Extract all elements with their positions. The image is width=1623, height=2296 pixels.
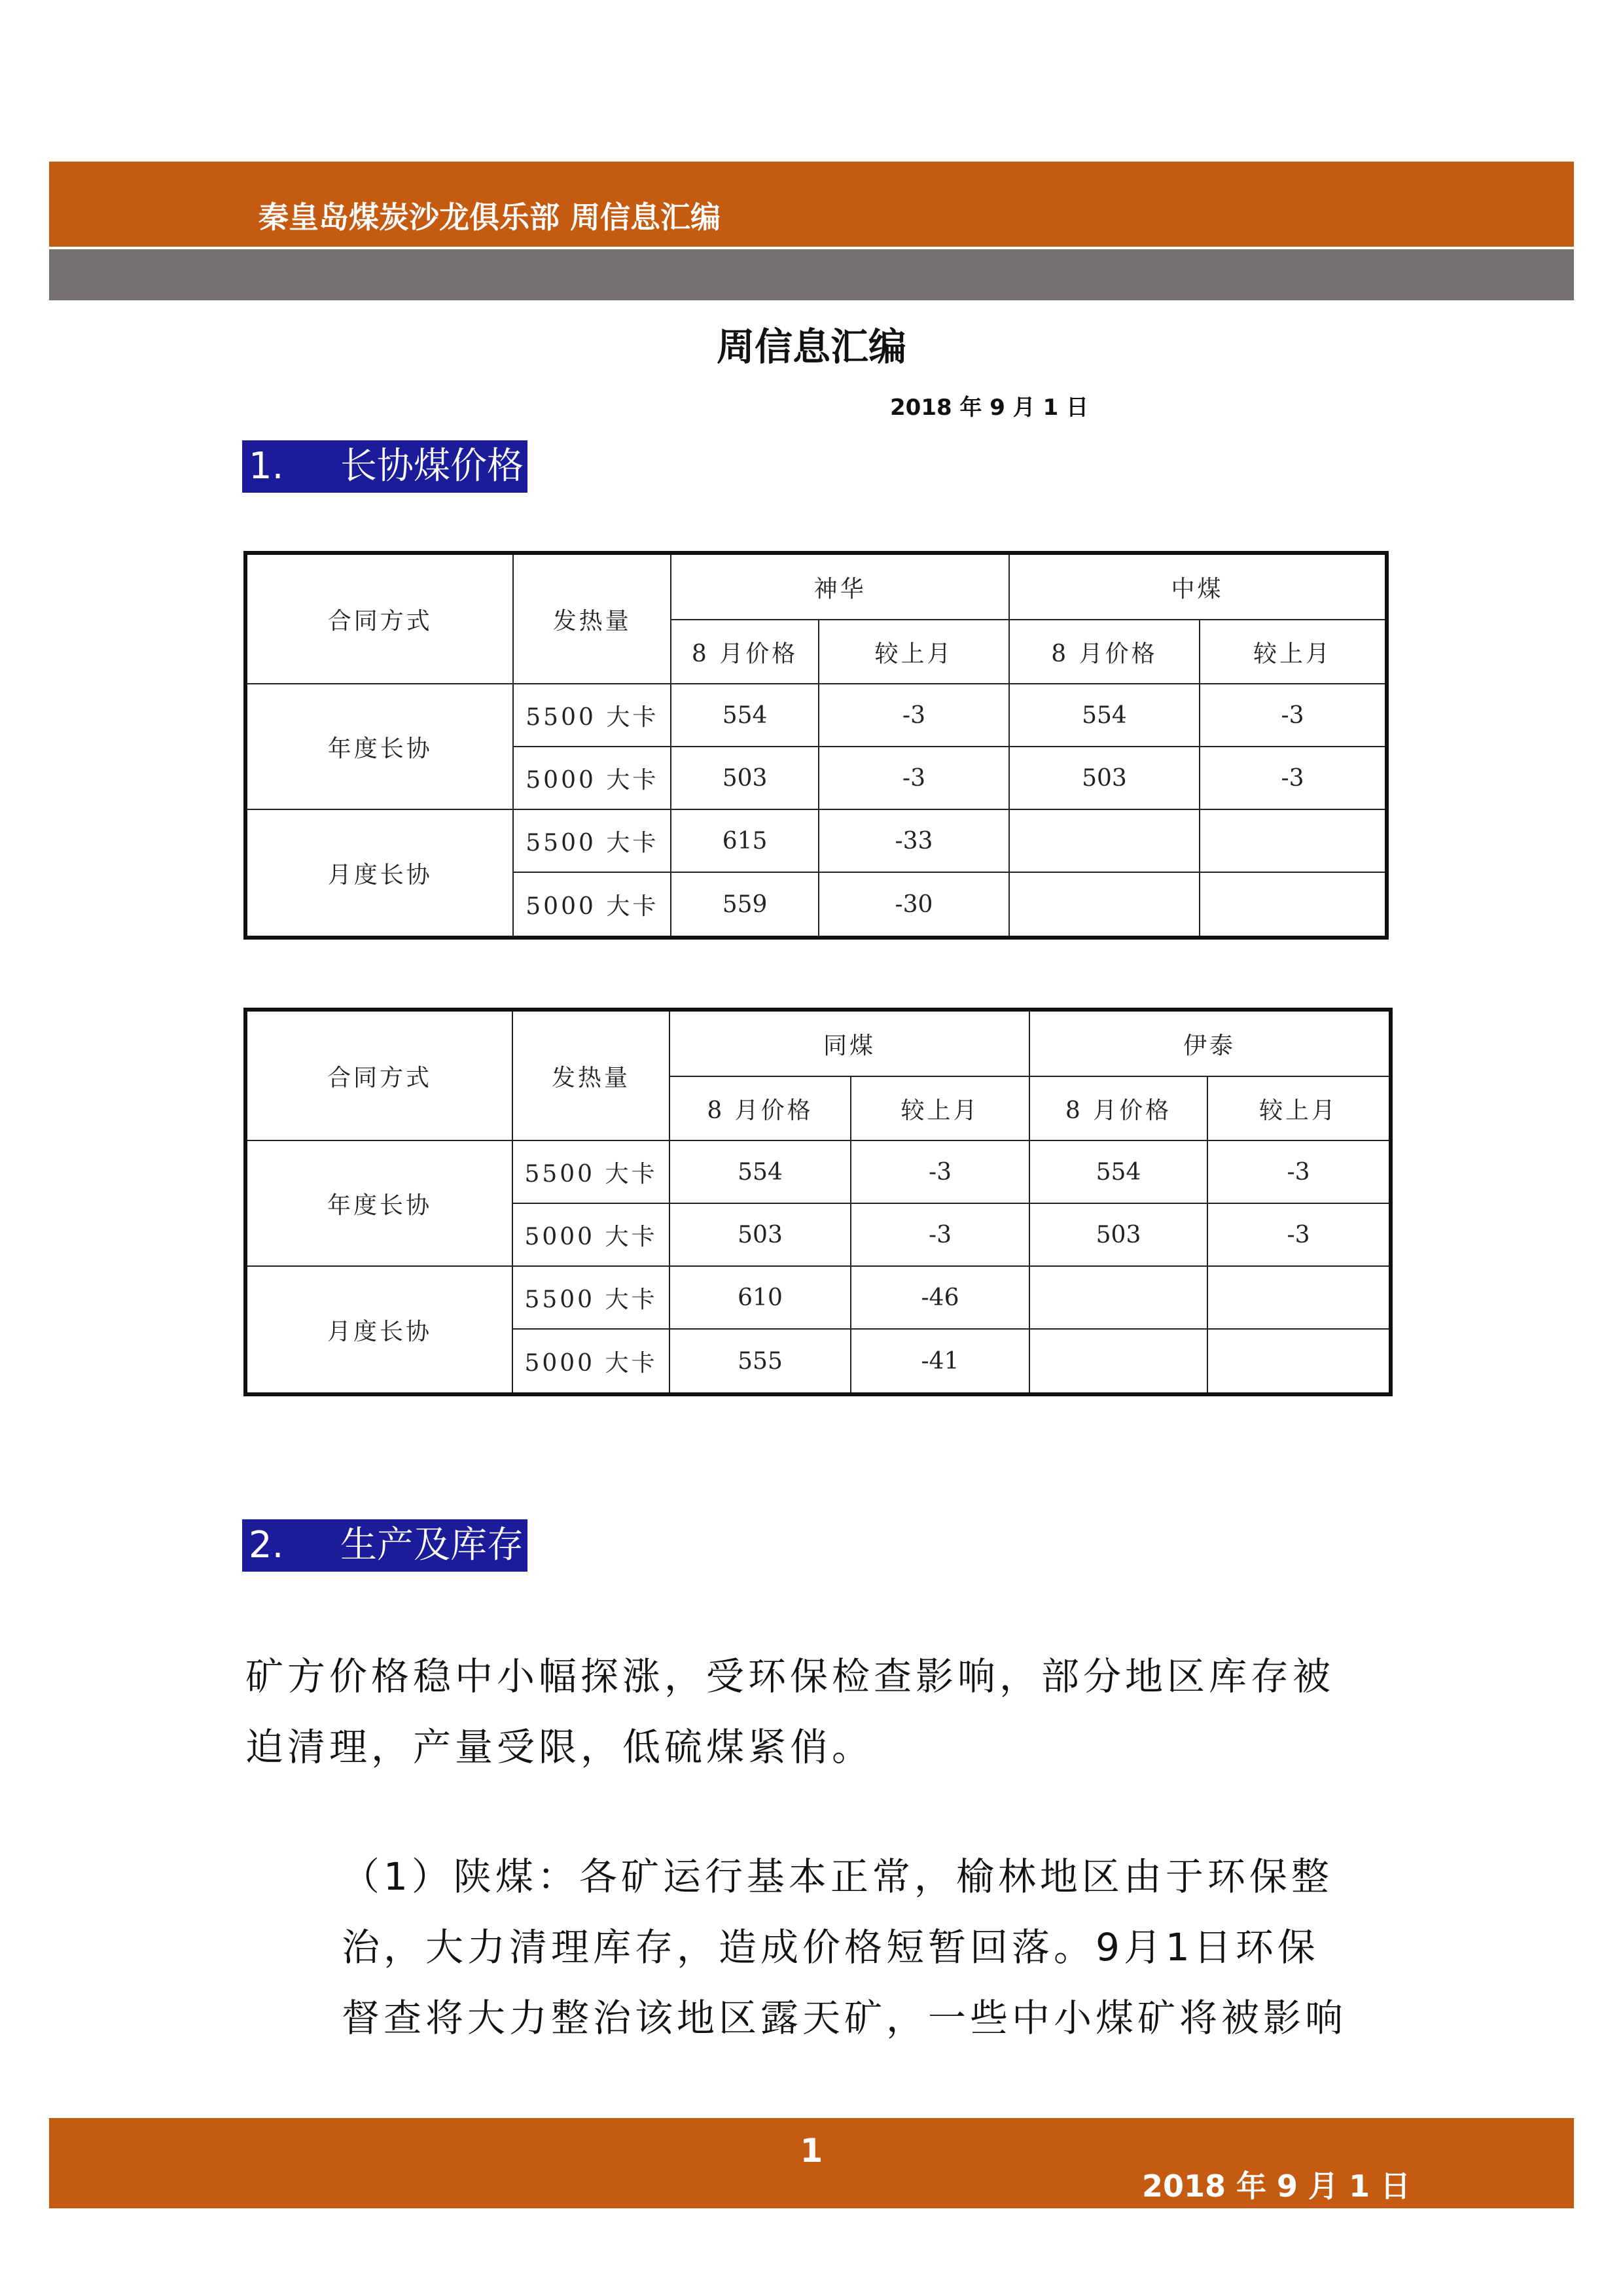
change-cell: -41 xyxy=(851,1329,1029,1394)
price-cell xyxy=(1029,1266,1207,1329)
change-cell: -3 xyxy=(1200,684,1387,747)
paragraph-2-line-1: （1）陕煤：各矿运行基本正常，榆林地区由于环保整 xyxy=(342,1854,1333,1899)
section-title: 长协煤价格 xyxy=(340,445,524,487)
paragraph-2-line-2: 治，大力清理库存，造成价格短暂回落。9月1日环保 xyxy=(342,1925,1319,1969)
heat-cell: 5500 大卡 xyxy=(513,809,671,872)
price-cell: 555 xyxy=(669,1329,851,1394)
change-cell xyxy=(1200,809,1387,872)
price-cell xyxy=(1009,809,1200,872)
heat-cell: 5000 大卡 xyxy=(513,747,671,809)
price-cell xyxy=(1009,872,1200,938)
change-cell: -3 xyxy=(1207,1203,1391,1266)
subheader-change: 较上月 xyxy=(1207,1076,1391,1140)
section-2-heading xyxy=(242,1519,527,1572)
subheader-price: 8 月价格 xyxy=(1029,1076,1207,1140)
paragraph-1-line-2: 迫清理，产量受限，低硫煤紧俏。 xyxy=(245,1725,874,1769)
heat-cell: 5000 大卡 xyxy=(512,1329,669,1394)
price-cell: 559 xyxy=(671,872,819,938)
section-title: 生产及库存 xyxy=(340,1524,524,1566)
document-title: 周信息汇编 xyxy=(716,325,906,369)
paragraph-2-line-3: 督查将大力整治该地区露天矿，一些中小煤矿将被影响 xyxy=(342,1996,1347,2040)
subheader-change: 较上月 xyxy=(819,620,1009,684)
change-cell: -33 xyxy=(819,809,1009,872)
heat-cell: 5500 大卡 xyxy=(512,1140,669,1203)
heat-cell: 5000 大卡 xyxy=(512,1203,669,1266)
heat-cell: 5000 大卡 xyxy=(513,872,671,938)
price-cell: 554 xyxy=(669,1140,851,1203)
group-header: 同煤 xyxy=(669,1010,1029,1076)
price-cell: 503 xyxy=(671,747,819,809)
header-subbar xyxy=(49,249,1574,300)
price-cell: 610 xyxy=(669,1266,851,1329)
change-cell: -3 xyxy=(1200,747,1387,809)
change-cell xyxy=(1207,1329,1391,1394)
change-cell xyxy=(1200,872,1387,938)
price-cell: 554 xyxy=(671,684,819,747)
subheader-price: 8 月价格 xyxy=(1009,620,1200,684)
change-cell: -46 xyxy=(851,1266,1029,1329)
change-cell: -3 xyxy=(819,684,1009,747)
price-cell: 554 xyxy=(1009,684,1200,747)
group-header: 中煤 xyxy=(1009,553,1387,620)
row-label-annual: 年度长协 xyxy=(245,1140,512,1266)
subheader-change: 较上月 xyxy=(1200,620,1387,684)
page-number: 1 xyxy=(800,2132,823,2170)
header-contract-type: 合同方式 xyxy=(245,553,513,684)
price-table-2 xyxy=(243,1008,1393,1396)
heat-cell: 5500 大卡 xyxy=(513,684,671,747)
section-number: 2. xyxy=(249,1524,284,1566)
change-cell: -3 xyxy=(1207,1140,1391,1203)
change-cell: -3 xyxy=(851,1203,1029,1266)
header-heat-value: 发热量 xyxy=(512,1010,669,1140)
change-cell xyxy=(1207,1266,1391,1329)
change-cell: -30 xyxy=(819,872,1009,938)
price-cell: 503 xyxy=(1029,1203,1207,1266)
price-cell xyxy=(1029,1329,1207,1394)
subheader-price: 8 月价格 xyxy=(671,620,819,684)
change-cell: -3 xyxy=(851,1140,1029,1203)
heat-cell: 5500 大卡 xyxy=(512,1266,669,1329)
row-label-monthly: 月度长协 xyxy=(245,809,513,938)
group-header: 伊泰 xyxy=(1029,1010,1391,1076)
price-cell: 503 xyxy=(1009,747,1200,809)
change-cell: -3 xyxy=(819,747,1009,809)
price-cell: 615 xyxy=(671,809,819,872)
group-header: 神华 xyxy=(671,553,1009,620)
footer-date: 2018 年 9 月 1 日 xyxy=(1142,2168,1411,2204)
header-contract-type: 合同方式 xyxy=(245,1010,512,1140)
price-cell: 554 xyxy=(1029,1140,1207,1203)
document-date: 2018 年 9 月 1 日 xyxy=(890,395,1089,421)
price-cell: 503 xyxy=(669,1203,851,1266)
header-title: 秦皇岛煤炭沙龙俱乐部 周信息汇编 xyxy=(259,200,721,235)
section-1-heading xyxy=(242,440,527,493)
paragraph-1-line-1: 矿方价格稳中小幅探涨，受环保检查影响，部分地区库存被 xyxy=(245,1654,1335,1699)
row-label-monthly: 月度长协 xyxy=(245,1266,512,1394)
subheader-change: 较上月 xyxy=(851,1076,1029,1140)
subheader-price: 8 月价格 xyxy=(669,1076,851,1140)
section-number: 1. xyxy=(249,445,284,487)
header-heat-value: 发热量 xyxy=(513,553,671,684)
row-label-annual: 年度长协 xyxy=(245,684,513,809)
price-table-1 xyxy=(243,551,1389,940)
